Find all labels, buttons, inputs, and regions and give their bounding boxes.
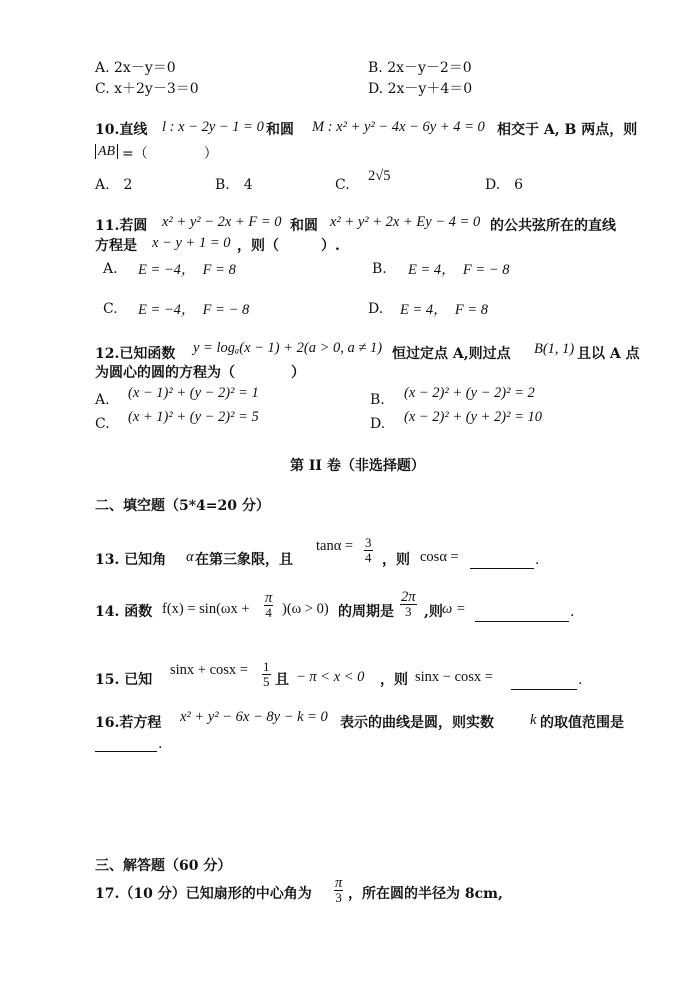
q16-mid: 表示的曲线是圆，则实数	[340, 715, 494, 731]
q16-k: k	[530, 712, 537, 728]
q11-option-b: E = 4， F = − 8	[408, 262, 510, 278]
q12-option-a: (x − 1)² + (y − 2)² = 1	[128, 385, 259, 401]
q12-point: B(1, 1)	[534, 341, 575, 357]
q10-bracket: =（ ）	[122, 146, 218, 162]
q16-prefix: 16.若方程	[95, 715, 162, 731]
q14-answer-blank	[475, 603, 569, 622]
q15-answer-blank	[511, 671, 577, 690]
q13-alpha: α	[186, 549, 194, 565]
answer-heading: 三、解答题（60 分）	[95, 858, 232, 874]
q12-mid: 恒过定点 A,则过点	[392, 346, 511, 362]
q15-expression: sinx + cosx =	[170, 662, 248, 678]
q12-option-c: (x + 1)² + (y − 2)² = 5	[128, 409, 259, 425]
q11-line2-suffix: ，则（ ）.	[237, 238, 340, 254]
q10-and-circle: 和圆	[266, 122, 294, 138]
q15-fraction: $\frac{1}{5}$	[263, 659, 270, 689]
q11-suffix: 的公共弦所在的直线	[490, 218, 616, 234]
q14-function: f(x) = sin(ωx +	[162, 601, 250, 617]
q14-period: $\frac{2\pi}{3}$	[401, 589, 416, 619]
q9-option-b: B. 2x－y－2＝0	[368, 60, 472, 76]
q12-suffix: 且以 A 点	[577, 346, 640, 362]
fill-in-heading: 二、填空题（5*4=20 分）	[95, 498, 270, 514]
q16-suffix: 的取值范围是	[540, 715, 624, 731]
q11-prefix: 11.若圆	[95, 218, 148, 234]
q12-option-d: (x − 2)² + (y + 2)² = 10	[404, 409, 543, 425]
q14-mid: 的周期是	[338, 604, 394, 620]
q12-prefix: 12.已知函数	[95, 346, 176, 362]
q10-suffix: 相交于 A, B 两点，则	[497, 122, 638, 138]
q11-option-d: E = 4， F = 8	[400, 302, 489, 318]
q13-cos: cosα =	[420, 549, 459, 565]
q13-mid2: ，则	[382, 552, 410, 568]
q14-omega: ω =	[442, 601, 466, 617]
q15-prefix: 15. 已知	[95, 672, 153, 688]
q10-prefix: 10.直线	[95, 122, 148, 138]
q12-option-b: (x − 2)² + (y − 2)² = 2	[404, 385, 535, 401]
q14-prefix: 14. 函数	[95, 604, 153, 620]
q12-option-a-label: A.	[95, 392, 110, 408]
q11-line-equation: x − y + 1 = 0	[152, 235, 231, 251]
q11-circle2: x² + y² + 2x + Ey − 4 = 0	[330, 214, 481, 230]
q11-option-b-label: B.	[372, 261, 387, 277]
q10-option-c-value: 2√5	[368, 168, 391, 184]
q15-range: − π < x < 0	[296, 669, 365, 685]
q12-option-d-label: D.	[370, 416, 386, 432]
q13-fraction: $\frac{3}{4}$	[365, 535, 372, 565]
q10-option-d: D. 6	[485, 177, 524, 193]
q15-end: .	[578, 672, 583, 688]
q11-option-a-label: A.	[103, 261, 118, 277]
q13-end: .	[535, 552, 540, 568]
q10-ab-length: AB	[95, 143, 118, 160]
q9-option-d: D. 2x－y＋4＝0	[368, 81, 473, 97]
q15-expression2: sinx − cosx =	[415, 669, 493, 685]
q11-line2-prefix: 方程是	[95, 238, 137, 254]
q13-mid: 在第三象限，且	[195, 552, 293, 568]
q14-end: .	[570, 604, 575, 620]
q17-fraction: $\frac{\pi}{3}$	[335, 875, 343, 905]
q13-tan: tanα =	[316, 538, 354, 554]
q13-answer-blank	[470, 550, 534, 569]
q10-option-b: B. 4	[215, 177, 253, 193]
q17-prefix: 17.（10 分）已知扇形的中心角为	[95, 886, 312, 902]
section-title: 第 II 卷（非选择题）	[290, 458, 425, 474]
q11-option-c-label: C.	[103, 301, 118, 317]
q11-option-d-label: D.	[368, 301, 384, 317]
q11-circle1: x² + y² − 2x + F = 0	[162, 214, 282, 230]
q14-fraction: $\frac{\pi}{4}$	[265, 590, 273, 620]
q12-line2: 为圆心的圆的方程为（ ）	[95, 365, 305, 381]
q9-option-c: C. x＋2y－3＝0	[95, 81, 199, 97]
q10-line-equation: l : x − 2y − 1 = 0	[162, 119, 264, 135]
q10-option-a: A. 2	[95, 177, 133, 193]
q12-option-c-label: C.	[95, 416, 110, 432]
q10-option-c: C.	[335, 177, 350, 193]
q11-option-c: E = −4， F = − 8	[138, 302, 250, 318]
q12-option-b-label: B.	[370, 392, 385, 408]
q15-mid: 且	[275, 672, 289, 688]
q10-circle-equation: M : x² + y² − 4x − 6y + 4 = 0	[312, 119, 485, 135]
q16-equation: x² + y² − 6x − 8y − k = 0	[180, 709, 328, 725]
q14-mid2: ,则	[424, 604, 443, 620]
q11-and-circle: 和圆	[290, 218, 318, 234]
q17-suffix: ，所在圆的半径为 8cm,	[348, 886, 503, 902]
q14-function-end: )(ω > 0)	[282, 601, 329, 617]
q16-end: .	[158, 736, 163, 752]
q11-option-a: E = −4， F = 8	[138, 262, 236, 278]
q13-prefix: 13. 已知角	[95, 552, 167, 568]
q12-function: y = logₐ(x − 1) + 2(a > 0, a ≠ 1)	[193, 340, 383, 356]
q9-option-a: A. 2x－y＝0	[95, 60, 176, 76]
q16-answer-blank	[95, 733, 157, 752]
q15-mid2: ，则	[380, 672, 408, 688]
